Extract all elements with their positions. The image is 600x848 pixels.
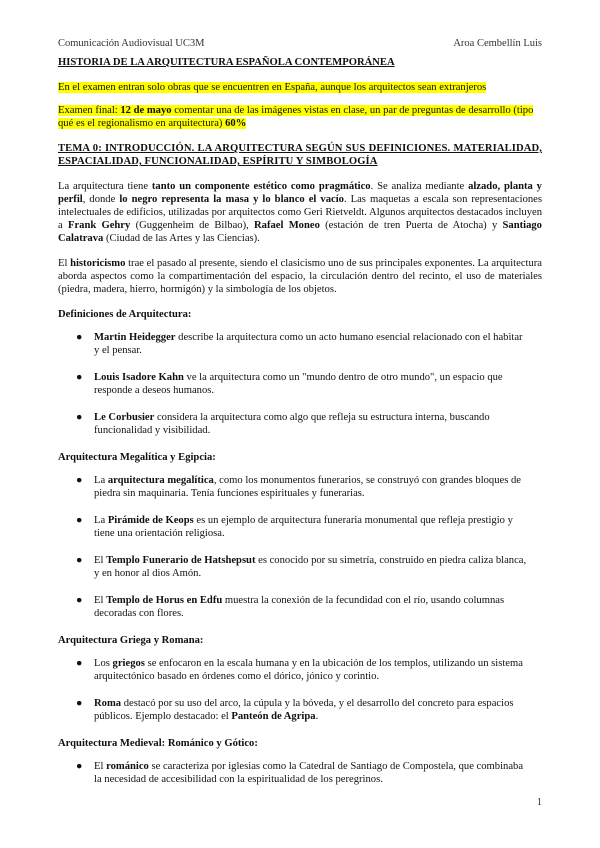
- bullet-icon: ●: [76, 761, 83, 772]
- bullet-icon: ●: [76, 332, 83, 343]
- section-title: TEMA 0: INTRODUCCIÓN. LA ARQUITECTURA SEGÚN SUS DEFINICIONES. MATERIALIDAD, ESPACIALIDAD, FUNCIONALIDAD, ESPÍRITU Y SIMBOLOGÍA: [58, 143, 542, 167]
- heading-greek-roman: Arquitectura Griega y Romana:: [58, 635, 204, 646]
- header-course: Comunicación Audiovisual UC3M: [58, 38, 205, 49]
- heading-megalithic: Arquitectura Megalítica y Egipcia:: [58, 452, 216, 463]
- exam-note-text: En el examen entran solo obras que se encuentren en España, aunque los arquitectos sean extranjeros: [58, 82, 487, 93]
- document-title: HISTORIA DE LA ARQUITECTURA ESPAÑOLA CONTEMPORÁNEA: [58, 57, 395, 68]
- paragraph-intro: La arquitectura tiene tanto un componente estético como pragmático. Se analiza mediante alzado, planta y perfil, donde lo negro representa la masa y lo blanco el vacío. Las maquetas a escala son representaciones intelectuales de edificios, utilizadas por arquitectos como Geri Rietveldt. Algunos arquitectos destacados incluyen a Frank Gehry (Guggenheim de Bilbao), Rafael Moneo (estación de tren Puerta de Atocha) y Santiago Calatrava (Ciudad de las Artes y las Ciencias).: [58, 181, 542, 244]
- list-item: ● Louis Isadore Kahn ve la arquitectura como un "mundo dentro de otro mundo", un espacio que responde a deseos humanos.: [76, 372, 503, 396]
- bullet-icon: ●: [76, 515, 83, 526]
- list-item: ● La arquitectura megalítica, como los monumentos funerarios, se construyó con grandes bloques de piedra sin maquinaria. Tenía funciones espirituales y funerarias.: [76, 475, 522, 499]
- document-body: [58, 56, 542, 800]
- list-item: ● Le Corbusier considera la arquitectura como algo que refleja su estructura interna, buscando funcionalidad y visibilidad.: [76, 412, 490, 436]
- header-author: Aroa Cembellín Luis: [453, 38, 542, 49]
- list-item: ● La Pirámide de Keops es un ejemplo de arquitectura funeraria monumental que refleja prestigio y tiene una orientación religiosa.: [76, 515, 513, 539]
- page-number: 1: [536, 797, 542, 808]
- list-item: ● Roma destacó por su uso del arco, la cúpula y la bóveda, y el desarrollo del concreto para espacios públicos. Ejemplo destacado: el Panteón de Agripa.: [76, 698, 514, 722]
- final-exam-note: Examen final: 12 de mayo comentar una de las imágenes vistas en clase, un par de preguntas de desarrollo (tipo qué es el regionalismo en arquitectura) 60%: [58, 105, 534, 129]
- list-medieval: [58, 760, 542, 786]
- exam-date: 12 de mayo: [120, 105, 172, 116]
- list-item: ● El Templo Funerario de Hatshepsut es conocido por su simetría, construido en piedra caliza blanca, y en honor al dios Amón.: [76, 555, 527, 579]
- bullet-icon: ●: [76, 698, 83, 709]
- list-item: ● Martin Heidegger describe la arquitectura como un acto humano esencial relacionado con el habitar y el pensar.: [76, 332, 523, 356]
- list-greek-roman: [58, 657, 542, 723]
- list-item: ● El románico se caracteriza por iglesias como la Catedral de Santiago de Compostela, que combinaba la necesidad de accesibilidad con la espiritualidad de los peregrinos.: [76, 761, 524, 785]
- bullet-icon: ●: [76, 475, 83, 486]
- bullet-icon: ●: [76, 595, 83, 606]
- list-megalithic: [58, 474, 542, 620]
- heading-definitions: Definiciones de Arquitectura:: [58, 309, 192, 320]
- paragraph-historicism: El historicismo trae el pasado al presente, siendo el clasicismo uno de sus principales exponentes. La arquitectura aborda aspectos como la compartimentación del espacio, la circulación dentro del recinto, el uso de materiales (piedra, madera, hierro, hormigón) y la simbología de los objetos.: [58, 258, 542, 295]
- list-item: ● El Templo de Horus en Edfu muestra la conexión de la fecundidad con el río, usando columnas decoradas con flores.: [76, 595, 505, 619]
- bullet-icon: ●: [76, 555, 83, 566]
- exam-weight: 60%: [225, 118, 247, 129]
- bullet-icon: ●: [76, 412, 83, 423]
- exam-note: [58, 81, 542, 94]
- heading-medieval: Arquitectura Medieval: Románico y Gótico:: [58, 738, 258, 749]
- bullet-icon: ●: [76, 372, 83, 383]
- list-item: ● Los griegos se enfocaron en la escala humana y en la ubicación de los templos, utilizando un sistema arquitectónico basado en órdenes como el dórico, jónico y corintio.: [76, 658, 523, 682]
- bullet-icon: ●: [76, 658, 83, 669]
- list-definitions: [58, 331, 542, 437]
